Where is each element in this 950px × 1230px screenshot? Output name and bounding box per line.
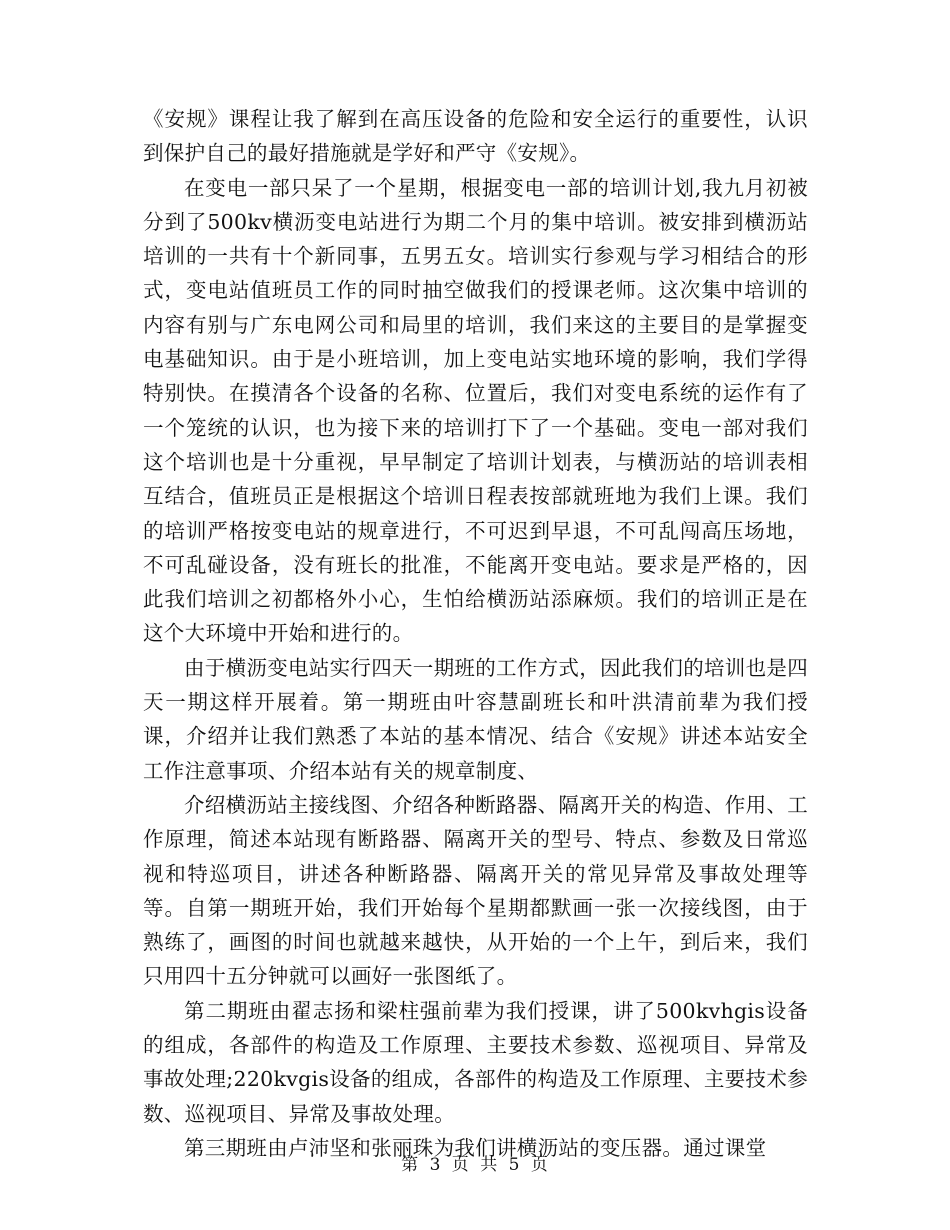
paragraph: 由于横沥变电站实行四天一期班的工作方式，因此我们的培训也是四天一期这样开展着。第一期班由叶容慧副班长和叶洪清前辈为我们授课，介绍并让我们熟悉了本站的基本情况、结合《安规》讲述本站安全工作注意事项、介绍本站有关的规章制度、	[143, 655, 808, 783]
paragraph: 在变电一部只呆了一个星期，根据变电一部的培训计划,我九月初被分到了500kv横沥变电站进行为期二个月的集中培训。被安排到横沥站培训的一共有十个新同事，五男五女。培训实行参观与学习相结合的形式，变电站值班员工作的同时抽空做我们的授课老师。这次集中培训的内容有别与广东电网公司和局里的培训，我们来这的主要目的是掌握变电基础知识。由于是小班培训，加上变电站实地环境的影响，我们学得特别快。在摸清各个设备的名称、位置后，我们对变电系统的运作有了一个笼统的认识，也为接下来的培训打下了一个基础。变电一部对我们这个培训也是十分重视，早早制定了培训计划表，与横沥站的培训表相互结合，值班员正是根据这个培训日程表按部就班地为我们上课。我们的培训严格按变电站的规章进行，不可迟到早退，不可乱闯高压场地，不可乱碰设备，没有班长的批准，不能离开变电站。要求是严格的，因此我们培训之初都格外小心，生怕给横沥站添麻烦。我们的培训正是在这个大环境中开始和进行的。	[143, 175, 808, 646]
paragraph: 《安规》课程让我了解到在高压设备的危险和安全运行的重要性，认识到保护自己的最好措施就是学好和严守《安规》。	[143, 107, 808, 166]
paragraph: 第三期班由卢沛坚和张丽珠为我们讲横沥站的变压器。通过课堂	[184, 1135, 767, 1160]
page-number-footer: 第 3 页 共 5 页	[401, 1155, 549, 1175]
paragraph: 介绍横沥站主接线图、介绍各种断路器、隔离开关的构造、作用、工作原理，简述本站现有断路器、隔离开关的型号、特点、参数及日常巡视和特巡项目，讲述各种断路器、隔离开关的常见异常及事故处理等等。自第一期班开始，我们开始每个星期都默画一张一次接线图，由于熟练了，画图的时间也就越来越快，从开始的一个上午，到后来，我们只用四十五分钟就可以画好一张图纸了。	[143, 792, 808, 989]
paragraph: 第二期班由翟志扬和梁柱强前辈为我们授课，讲了500kvhgis设备的组成，各部件的构造及工作原理、主要技术参数、巡视项目、异常及事故处理;220kvgis设备的组成，各部件的构造及工作原理、主要技术参数、巡视项目、异常及事故处理。	[143, 998, 808, 1126]
body-text	[143, 102, 808, 1165]
